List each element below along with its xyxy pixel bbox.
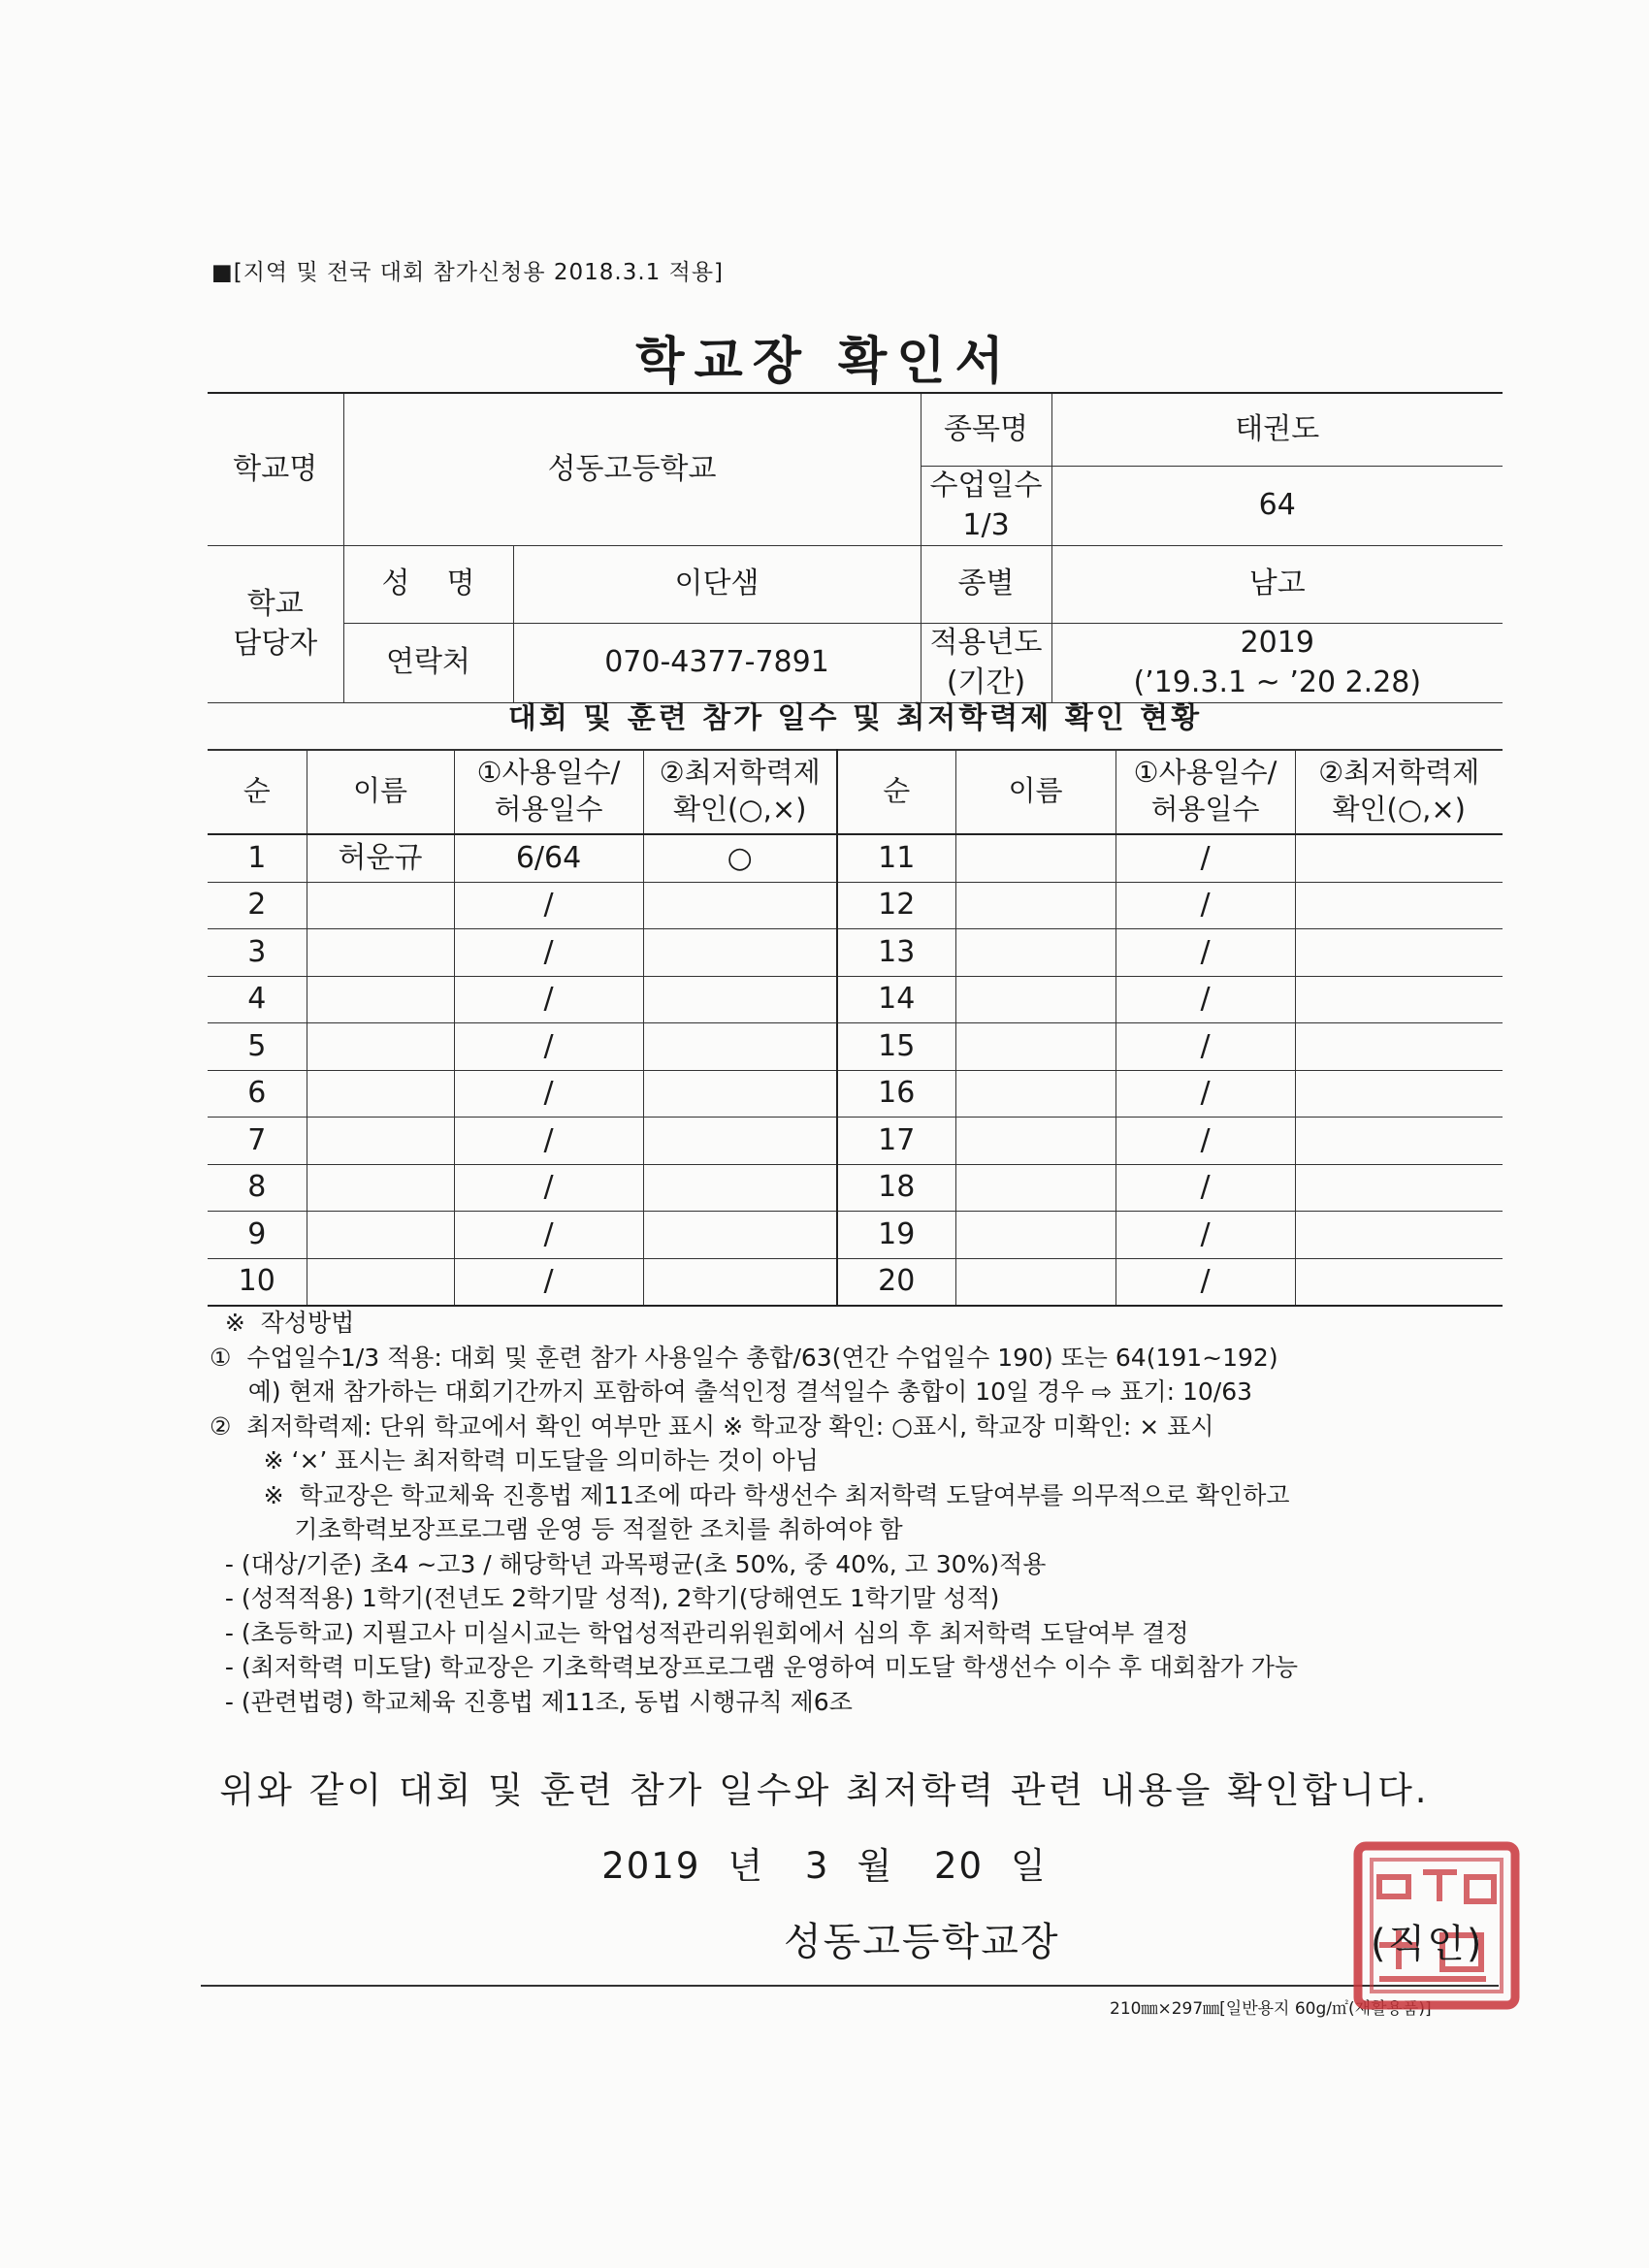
row-name-right xyxy=(955,1212,1116,1259)
row-no-left: 3 xyxy=(208,929,307,977)
sport-label: 종목명 xyxy=(921,393,1051,467)
row-no-right: 15 xyxy=(837,1023,955,1071)
row-no-right: 17 xyxy=(837,1118,955,1165)
row-name-left xyxy=(307,1164,454,1212)
days-value: 64 xyxy=(1051,467,1503,546)
row-no-right: 14 xyxy=(837,976,955,1023)
document-title: 학교장 확인서 xyxy=(635,333,1014,391)
phone-label: 연락처 xyxy=(343,624,513,703)
row-check-left xyxy=(643,1070,837,1118)
guide-line: - (관련법령) 학교체육 진흥법 제11조, 동법 시행규칙 제6조 xyxy=(210,1687,853,1716)
row-days-left: / xyxy=(454,929,643,977)
status-row xyxy=(208,1070,1503,1118)
date-year: 2019 xyxy=(601,1845,701,1887)
row-no-left: 9 xyxy=(208,1212,307,1259)
contact-label xyxy=(208,546,343,703)
row-days-right: / xyxy=(1116,1212,1295,1259)
status-row xyxy=(208,1258,1503,1306)
contact-label-line1: 학교 xyxy=(246,587,304,621)
days-label-line1: 수업일수 xyxy=(929,469,1043,502)
row-days-right: / xyxy=(1116,1070,1295,1118)
date-month-unit: 월 xyxy=(857,1845,894,1887)
row-name-left xyxy=(307,1212,454,1259)
row-days-left: / xyxy=(454,1023,643,1071)
days-label xyxy=(921,467,1051,546)
guide-line: ※ 학교장은 학교체육 진흥법 제11조에 따라 학생선수 최저학력 도달여부를 의무적으로 확인하고 xyxy=(210,1480,1290,1509)
row-check-right xyxy=(1295,976,1503,1023)
status-row xyxy=(208,1118,1503,1165)
row-check-left xyxy=(643,929,837,977)
col-days-left xyxy=(454,750,643,835)
row-days-right: / xyxy=(1116,976,1295,1023)
row-days-right: / xyxy=(1116,929,1295,977)
confirmation-statement: 위와 같이 대회 및 훈련 참가 일수와 최저학력 관련 내용을 확인합니다. xyxy=(219,1769,1430,1811)
row-check-left xyxy=(643,1023,837,1071)
row-check-left xyxy=(643,1164,837,1212)
row-days-left: / xyxy=(454,1258,643,1306)
name-label: 성 명 xyxy=(343,546,513,624)
contact-label-line2: 담당자 xyxy=(233,626,318,661)
row-days-left: / xyxy=(454,882,643,929)
gender-value: 남고 xyxy=(1051,546,1503,624)
status-table xyxy=(208,749,1503,1307)
row-check-right xyxy=(1295,929,1503,977)
status-row xyxy=(208,834,1503,882)
status-header-row xyxy=(208,750,1503,835)
year-value-line2: (’19.3.1 ~ ’20 2.28) xyxy=(1133,664,1422,699)
guide-line: ② 최저학력제: 단위 학교에서 확인 여부만 표시 ※ 학교장 확인: ○표시, 학교장 미확인: × 표시 xyxy=(210,1411,1214,1441)
date-month: 3 xyxy=(804,1845,830,1887)
status-row xyxy=(208,929,1503,977)
row-check-left xyxy=(643,1258,837,1306)
row-days-left: / xyxy=(454,1118,643,1165)
row-check-right xyxy=(1295,1070,1503,1118)
col-check-left xyxy=(643,750,837,835)
row-name-left xyxy=(307,1070,454,1118)
row-check-left: ○ xyxy=(643,834,837,882)
footer-divider xyxy=(201,1985,1499,1987)
row-check-left xyxy=(643,1212,837,1259)
col-name-left: 이름 xyxy=(307,750,454,835)
status-row xyxy=(208,1164,1503,1212)
col-check-left-line2: 확인(○,×) xyxy=(673,793,807,826)
sport-value: 태권도 xyxy=(1051,393,1503,467)
row-check-right xyxy=(1295,1258,1503,1306)
col-days-right xyxy=(1116,750,1295,835)
row-days-left: / xyxy=(454,976,643,1023)
school-value: 성동고등학교 xyxy=(343,393,921,546)
writing-guide xyxy=(210,1306,1509,1719)
status-row xyxy=(208,882,1503,929)
col-check-right-line2: 확인(○,×) xyxy=(1332,793,1466,826)
row-no-left: 1 xyxy=(208,834,307,882)
row-name-left xyxy=(307,976,454,1023)
year-label-line2: (기간) xyxy=(946,664,1026,699)
row-name-left xyxy=(307,1118,454,1165)
row-check-right xyxy=(1295,1118,1503,1165)
row-days-left: 6/64 xyxy=(454,834,643,882)
row-check-right xyxy=(1295,1212,1503,1259)
status-section-title: 대회 및 훈련 참가 일수 및 최저학력제 확인 현황 xyxy=(208,689,1503,751)
col-no-left: 순 xyxy=(208,750,307,835)
info-table xyxy=(208,392,1503,703)
row-no-left: 6 xyxy=(208,1070,307,1118)
row-no-right: 13 xyxy=(837,929,955,977)
row-no-right: 18 xyxy=(837,1164,955,1212)
row-no-left: 8 xyxy=(208,1164,307,1212)
col-days-right-line2: 허용일수 xyxy=(1150,793,1260,826)
row-name-right xyxy=(955,1118,1116,1165)
row-days-left: / xyxy=(454,1212,643,1259)
name-value: 이단샘 xyxy=(513,546,921,624)
col-check-left-line1: ②최저학력제 xyxy=(659,756,821,790)
row-days-left: / xyxy=(454,1070,643,1118)
row-check-right xyxy=(1295,882,1503,929)
row-name-left: 허운규 xyxy=(307,834,454,882)
status-row xyxy=(208,1023,1503,1071)
school-label: 학교명 xyxy=(208,393,343,546)
row-check-left xyxy=(643,1118,837,1165)
row-name-right xyxy=(955,1258,1116,1306)
row-no-right: 12 xyxy=(837,882,955,929)
col-name-right: 이름 xyxy=(955,750,1116,835)
row-no-right: 11 xyxy=(837,834,955,882)
guide-line: ※ 작성방법 xyxy=(210,1309,355,1337)
status-row xyxy=(208,976,1503,1023)
status-row xyxy=(208,1212,1503,1259)
date-day: 20 xyxy=(933,1845,985,1887)
row-check-right xyxy=(1295,834,1503,882)
seal-label: (직인) xyxy=(1371,1922,1484,1966)
paper-spec: 210㎜×297㎜[일반용지 60g/㎡(재활용품)] xyxy=(1110,1999,1432,2019)
row-no-left: 10 xyxy=(208,1258,307,1306)
row-days-right: / xyxy=(1116,1118,1295,1165)
guide-line: - (성적적용) 1학기(전년도 2학기말 성적), 2학기(당해연도 1학기말 성적) xyxy=(210,1584,1000,1612)
row-name-right xyxy=(955,834,1116,882)
row-name-left xyxy=(307,1023,454,1071)
row-days-right: / xyxy=(1116,1164,1295,1212)
row-no-right: 19 xyxy=(837,1212,955,1259)
date-year-unit: 년 xyxy=(728,1845,765,1887)
row-no-right: 20 xyxy=(837,1258,955,1306)
guide-line: ※ ‘×’ 표시는 최저학력 미도달을 의미하는 것이 아님 xyxy=(210,1446,819,1474)
col-days-left-line2: 허용일수 xyxy=(494,793,603,826)
row-check-right xyxy=(1295,1164,1503,1212)
days-label-line2: 1/3 xyxy=(962,507,1010,542)
row-no-right: 16 xyxy=(837,1070,955,1118)
guide-line: - (초등학교) 지필고사 미실시교는 학업성적관리위원회에서 심의 후 최저학력 도달여부 결정 xyxy=(210,1618,1189,1647)
row-name-left xyxy=(307,882,454,929)
row-name-right xyxy=(955,1070,1116,1118)
header-note: ■[지역 및 전국 대회 참가신청용 2018.3.1 적용] xyxy=(211,260,725,285)
col-days-left-line1: ①사용일수/ xyxy=(476,756,621,790)
row-check-left xyxy=(643,976,837,1023)
row-check-left xyxy=(643,882,837,929)
row-no-left: 2 xyxy=(208,882,307,929)
row-name-left xyxy=(307,1258,454,1306)
col-check-right xyxy=(1295,750,1503,835)
principal-name: 성동고등학교장 xyxy=(784,1920,1060,1964)
row-days-right: / xyxy=(1116,1023,1295,1071)
row-name-right xyxy=(955,1164,1116,1212)
guide-line: 예) 현재 참가하는 대회기간까지 포함하여 출석인정 결석일수 총합이 10일 경우 ⇨ 표기: 10/63 xyxy=(210,1377,1253,1406)
row-days-right: / xyxy=(1116,834,1295,882)
phone-value: 070-4377-7891 xyxy=(513,624,921,703)
guide-line: - (대상/기준) 초4 ~고3 / 해당학년 과목평균(초 50%, 중 40%, 고 30%)적용 xyxy=(210,1549,1047,1578)
col-days-right-line1: ①사용일수/ xyxy=(1133,756,1277,790)
row-name-right xyxy=(955,929,1116,977)
row-name-left xyxy=(307,929,454,977)
row-name-right xyxy=(955,976,1116,1023)
row-no-left: 4 xyxy=(208,976,307,1023)
row-name-right xyxy=(955,882,1116,929)
row-days-right: / xyxy=(1116,882,1295,929)
col-no-right: 순 xyxy=(837,750,955,835)
gender-label: 종별 xyxy=(921,546,1051,624)
row-days-left: / xyxy=(454,1164,643,1212)
guide-line: 기초학력보장프로그램 운영 등 적절한 조치를 취하여야 함 xyxy=(210,1515,903,1543)
date-day-unit: 일 xyxy=(1011,1845,1048,1887)
year-value-line1: 2019 xyxy=(1240,626,1314,660)
row-no-left: 5 xyxy=(208,1023,307,1071)
row-name-right xyxy=(955,1023,1116,1071)
row-days-right: / xyxy=(1116,1258,1295,1306)
guide-line: - (최저학력 미도달) 학교장은 기초학력보장프로그램 운영하여 미도달 학생선수 이수 후 대회참가 가능 xyxy=(210,1653,1298,1681)
row-no-left: 7 xyxy=(208,1118,307,1165)
year-label-line1: 적용년도 xyxy=(929,626,1043,660)
row-check-right xyxy=(1295,1023,1503,1071)
guide-line: ① 수업일수1/3 적용: 대회 및 훈련 참가 사용일수 총합/63(연간 수업일수 190) 또는 64(191~192) xyxy=(210,1343,1278,1372)
col-check-right-line1: ②최저학력제 xyxy=(1318,756,1480,790)
